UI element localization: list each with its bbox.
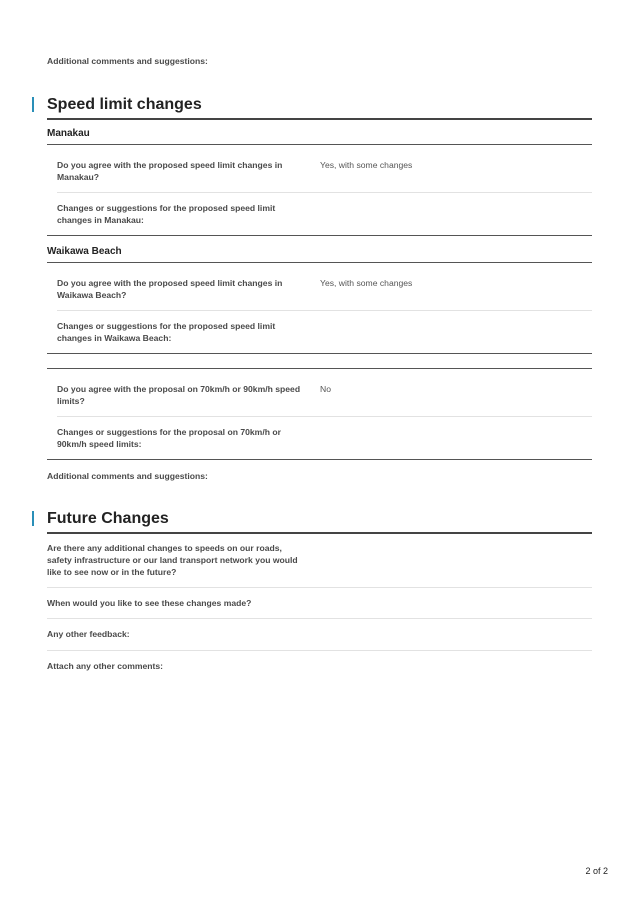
- divider: [47, 650, 592, 651]
- divider: [47, 459, 592, 460]
- waikawa-suggestions-question: Changes or suggestions for the proposed speed limit changes in Waikawa Beach:: [57, 321, 276, 343]
- manakau-heading: Manakau: [47, 128, 90, 139]
- divider: [47, 353, 592, 354]
- divider: [47, 262, 592, 263]
- divider: [57, 192, 592, 193]
- divider: [47, 618, 592, 619]
- future-section-header: [47, 509, 592, 529]
- manakau-agree-answer: Yes, with some changes: [320, 160, 413, 170]
- speed-limit-section-header: [47, 95, 592, 115]
- section-rule: [47, 118, 592, 120]
- section-rule: [47, 532, 592, 534]
- divider: [47, 587, 592, 588]
- divider: [47, 144, 592, 145]
- additional-comments-label: Additional comments and suggestions:: [47, 471, 208, 481]
- divider: [47, 235, 592, 236]
- additional-comments-label-top: Additional comments and suggestions:: [47, 56, 208, 66]
- other-feedback-question: Any other feedback:: [47, 629, 130, 639]
- future-section-title: Future Changes: [47, 510, 169, 527]
- divider: [57, 310, 592, 311]
- speed-limit-section-title: Speed limit changes: [47, 96, 202, 113]
- divider: [47, 368, 592, 369]
- future-additional-changes-question: Are there any additional changes to speeds on our roads, safety infrastructure or our land transport network you would like to see now or in the future?: [47, 543, 298, 577]
- waikawa-heading: Waikawa Beach: [47, 246, 122, 257]
- limits-suggestions-question: Changes or suggestions for the proposal on 70km/h or 90km/h speed limits:: [57, 427, 281, 449]
- limits-agree-question: Do you agree with the proposal on 70km/h or 90km/h speed limits?: [57, 384, 301, 406]
- manakau-agree-question: Do you agree with the proposed speed limit changes in Manakau?: [57, 160, 283, 182]
- divider: [57, 416, 592, 417]
- waikawa-agree-question: Do you agree with the proposed speed limit changes in Waikawa Beach?: [57, 278, 283, 300]
- attach-comments-question: Attach any other comments:: [47, 661, 164, 671]
- section-accent-bar: [32, 97, 34, 112]
- future-when-question: When would you like to see these changes made?: [47, 598, 252, 608]
- waikawa-agree-answer: Yes, with some changes: [320, 278, 413, 288]
- limits-agree-answer: No: [320, 384, 331, 394]
- page-number: 2 of 2: [585, 866, 608, 876]
- manakau-suggestions-question: Changes or suggestions for the proposed speed limit changes in Manakau:: [57, 203, 276, 225]
- section-accent-bar: [32, 511, 34, 526]
